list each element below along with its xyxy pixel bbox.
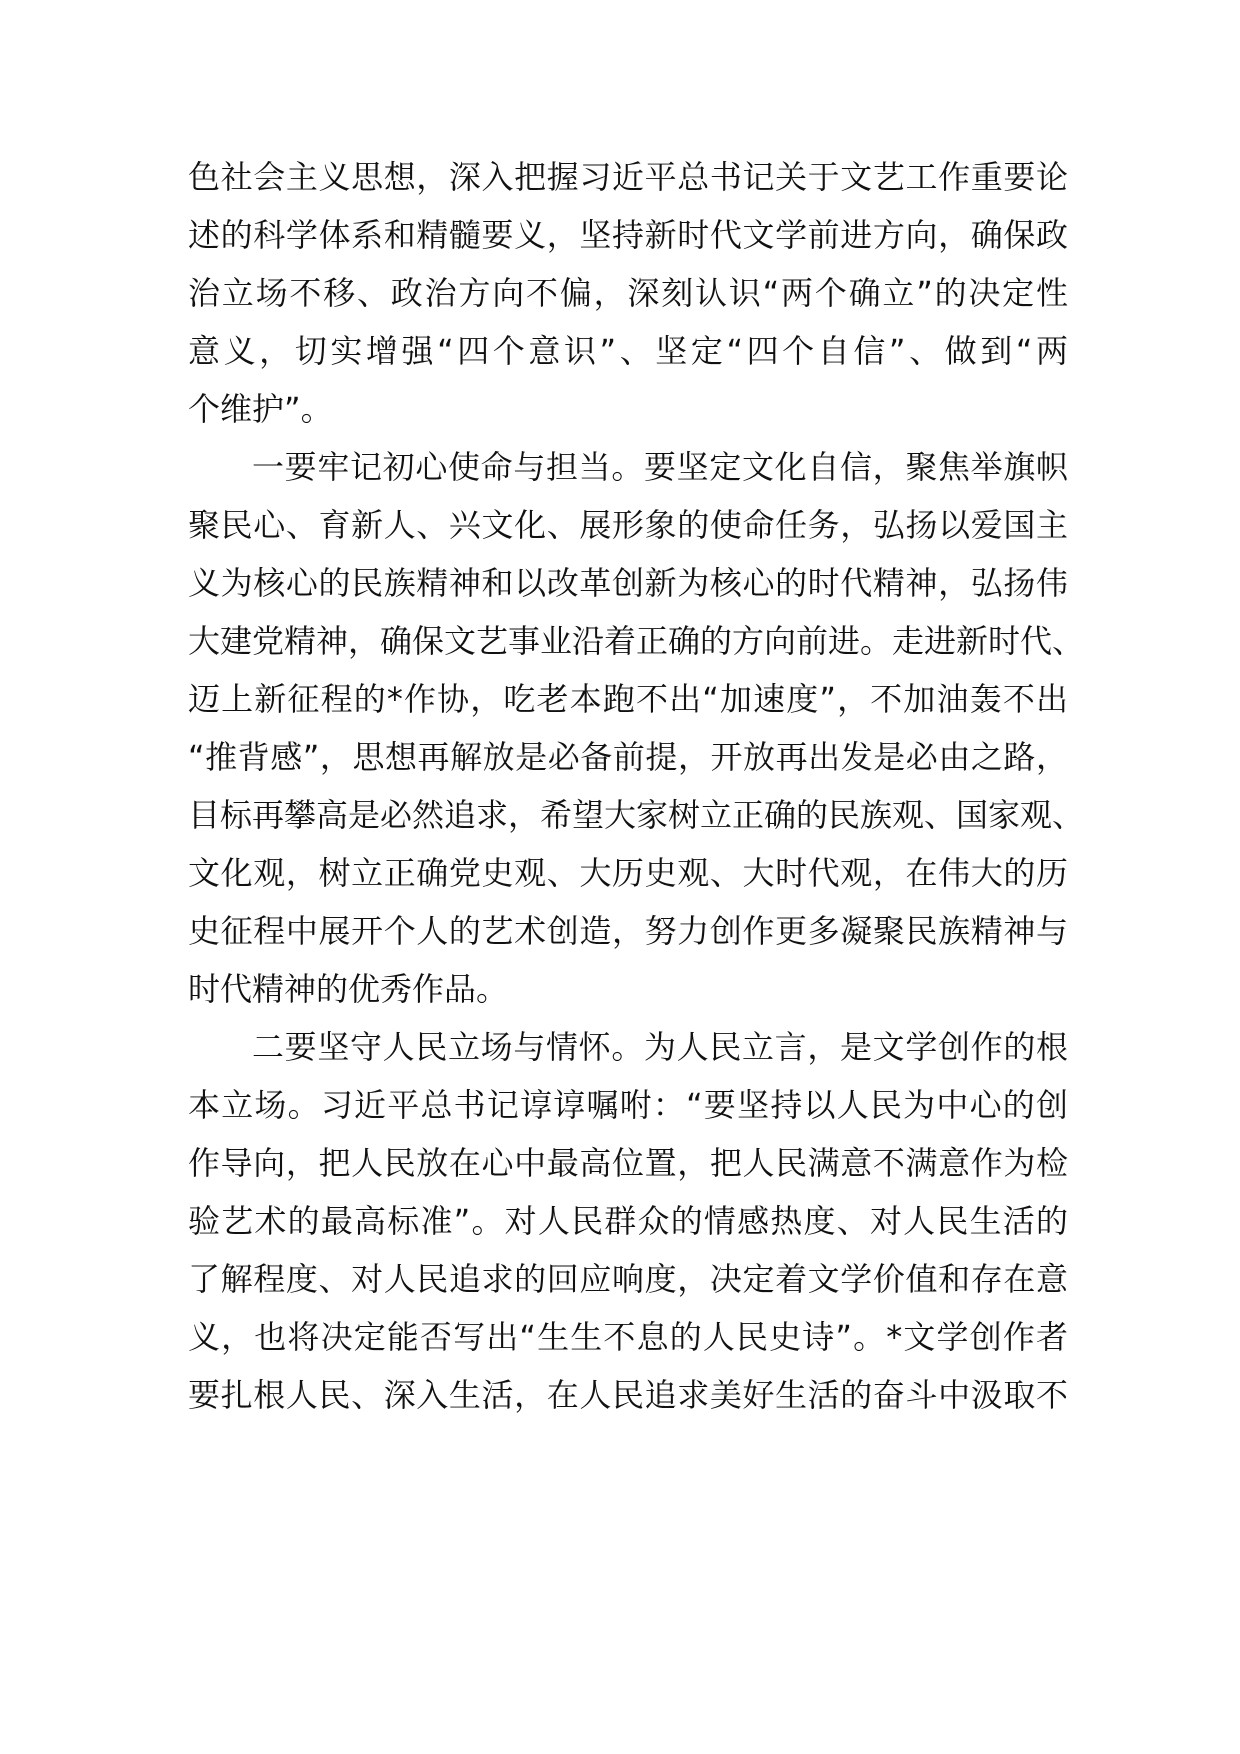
text-line: 治立场不移、政治方向不偏，深刻认识“两个确立”的决定性 bbox=[188, 274, 1068, 312]
text-line: 迈上新征程的*作协，吃老本跑不出“加速度”，不加油轰不出 bbox=[188, 680, 1068, 718]
paragraph-first-line: 二要坚守人民立场与情怀。为人民立言，是文学创作的根 bbox=[252, 1028, 1068, 1066]
text-line: “推背感”，思想再解放是必备前提，开放再出发是必由之路， bbox=[188, 738, 1068, 776]
text-line: 目标再攀高是必然追求，希望大家树立正确的民族观、国家观、 bbox=[188, 796, 1085, 834]
text-line: 本立场。习近平总书记谆谆嘱咐：“要坚持以人民为中心的创 bbox=[188, 1086, 1068, 1124]
text-line: 义为核心的民族精神和以改革创新为核心的时代精神，弘扬伟 bbox=[188, 564, 1068, 602]
paragraph-first-line: 一要牢记初心使命与担当。要坚定文化自信，聚焦举旗帜 bbox=[252, 448, 1068, 486]
text-line: 时代精神的优秀作品。 bbox=[188, 970, 509, 1008]
text-line: 了解程度、对人民追求的回应响度，决定着文学价值和存在意 bbox=[188, 1260, 1068, 1298]
text-line: 意义，切实增强“四个意识”、坚定“四个自信”、做到“两 bbox=[188, 332, 1068, 370]
text-line: 述的科学体系和精髓要义，坚持新时代文学前进方向，确保政 bbox=[188, 216, 1068, 254]
text-line: 个维护”。 bbox=[188, 390, 333, 428]
text-line: 色社会主义思想，深入把握习近平总书记关于文艺工作重要论 bbox=[188, 158, 1068, 196]
text-line: 大建党精神，确保文艺事业沿着正确的方向前进。走进新时代、 bbox=[188, 622, 1085, 660]
text-line: 义，也将决定能否写出“生生不息的人民史诗”。*文学创作者 bbox=[188, 1318, 1068, 1356]
text-line: 史征程中展开个人的艺术创造，努力创作更多凝聚民族精神与 bbox=[188, 912, 1068, 950]
text-line: 聚民心、育新人、兴文化、展形象的使命任务，弘扬以爱国主 bbox=[188, 506, 1068, 544]
text-line: 验艺术的最高标准”。对人民群众的情感热度、对人民生活的 bbox=[188, 1202, 1068, 1240]
text-line: 文化观，树立正确党史观、大历史观、大时代观，在伟大的历 bbox=[188, 854, 1068, 892]
text-line: 要扎根人民、深入生活，在人民追求美好生活的奋斗中汲取不 bbox=[188, 1376, 1068, 1414]
text-line: 作导向，把人民放在心中最高位置，把人民满意不满意作为检 bbox=[188, 1144, 1068, 1182]
